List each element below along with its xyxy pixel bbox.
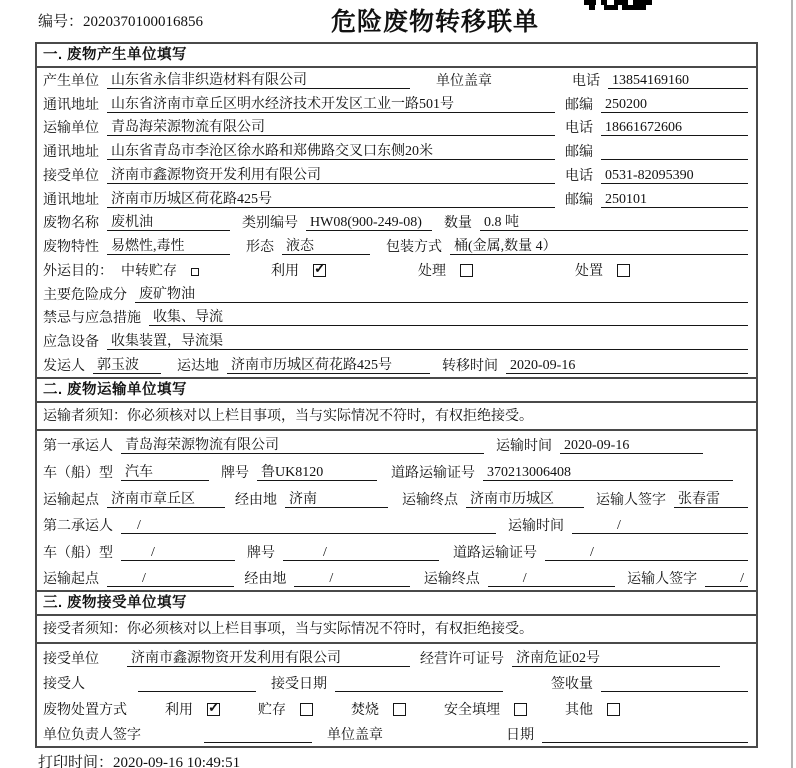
- utilize-checkbox: [207, 703, 220, 716]
- print-time-value: 2020-09-16 10:49:51: [113, 755, 241, 768]
- producer-label: 产生单位: [43, 73, 99, 89]
- receiver-row: [37, 163, 756, 187]
- disposal-method-row: [37, 695, 756, 721]
- transporter-address-value: 山东省青岛市李沧区徐水路和郑佛路交叉口东侧20米: [107, 144, 555, 160]
- traits-value: 易燃性,毒性: [107, 239, 230, 255]
- section-transport-title: 二. 废物运输单位填写: [37, 379, 756, 403]
- producer-address-row: [37, 92, 756, 116]
- waste-name-label: 废物名称: [43, 216, 99, 232]
- receive-date-value: [335, 676, 503, 692]
- second-route-row: [37, 564, 756, 591]
- utilize-option-label: 利用: [271, 263, 299, 279]
- receiving-unit-value: 济南市鑫源物资开发利用有限公司: [127, 651, 410, 667]
- transporter-address-row: [37, 139, 756, 163]
- transporter-row: [37, 116, 756, 140]
- route-via-label: 经由地: [235, 492, 277, 508]
- print-time: [38, 751, 240, 768]
- doc-number-value: 2020370100016856: [83, 14, 204, 30]
- second-carrier-value: /: [121, 518, 496, 534]
- transfer-time-value: 2020-09-16: [506, 358, 748, 374]
- other-checkbox: [607, 703, 620, 716]
- packing-value: 桶(金属,数量 4）: [450, 239, 748, 255]
- incinerate-option-label: 焚烧: [351, 702, 379, 718]
- route-start-value: 济南市章丘区: [107, 492, 225, 508]
- plate-label: 牌号: [247, 545, 275, 561]
- route-start-label: 运输起点: [43, 492, 99, 508]
- hazard-label: 主要危险成分: [43, 287, 127, 303]
- section-receiver-title: 三. 废物接受单位填写: [37, 592, 756, 616]
- carrier-signature-value: /: [705, 571, 748, 587]
- second-vehicle-row: [37, 537, 756, 564]
- date-label: 日期: [506, 728, 534, 744]
- doc-number: [38, 10, 203, 31]
- dispose-option-label: 处置: [575, 263, 603, 279]
- doc-number-label: 编号：: [38, 14, 84, 30]
- receiving-unit-label: 接受单位: [43, 651, 99, 667]
- zip-label: 邮编: [565, 192, 593, 208]
- transporter-zip-value: [601, 144, 748, 160]
- carrier-signature-label: 运输人签字: [627, 572, 698, 588]
- route-start-label: 运输起点: [43, 572, 99, 588]
- measures-label: 禁忌与应急措施: [43, 311, 141, 327]
- transport-notice: 运输者须知：你必须核对以上栏目事项，当与实际情况不符时，有权拒绝接受。: [37, 403, 756, 431]
- permit-value: 济南危证02号: [512, 651, 720, 667]
- disposal-method-label: 废物处置方式: [43, 702, 127, 718]
- plate-value: 鲁UK8120: [257, 465, 377, 481]
- qr-code-icon: [584, 0, 652, 10]
- vehicle-type-value: 汽车: [121, 465, 209, 481]
- road-license-value: /: [545, 545, 748, 561]
- receiving-person-label: 接受人: [43, 677, 85, 693]
- transport-time-value: /: [572, 518, 748, 534]
- first-vehicle-row: [37, 457, 756, 484]
- receiver-label: 接受单位: [43, 168, 99, 184]
- transport-time-label: 运输时间: [496, 439, 552, 455]
- date-value: [542, 727, 748, 743]
- address-label: 通讯地址: [43, 145, 99, 160]
- vehicle-type-label: 车（船）型: [43, 465, 113, 481]
- receiver-phone-value: 0531-82095390: [601, 168, 748, 184]
- measures-value: 收集、导流: [149, 310, 748, 326]
- first-carrier-value: 青岛海荣源物流有限公司: [121, 438, 484, 454]
- waste-name-row: [37, 211, 756, 235]
- second-carrier-label: 第二承运人: [43, 519, 113, 535]
- page-edge-divider: [791, 0, 793, 768]
- emergency-measures-row: [37, 306, 756, 330]
- transport-time-value: 2020-09-16: [560, 438, 703, 454]
- transporter-phone-value: 18661672606: [601, 120, 748, 136]
- permit-label: 经营许可证号: [420, 651, 504, 667]
- producer-value: 山东省永信非织造材料有限公司: [107, 73, 410, 89]
- route-via-label: 经由地: [244, 572, 287, 588]
- receiver-notice: 接受者须知：你必须核对以上栏目事项，当与实际情况不符时，有权拒绝接受。: [37, 616, 756, 644]
- waste-traits-row: [37, 234, 756, 258]
- category-label: 类别编号: [242, 216, 298, 232]
- receiving-person-value: [138, 676, 256, 692]
- route-via-value: /: [294, 571, 409, 587]
- road-license-label: 道路运输证号: [391, 465, 475, 481]
- carrier-signature-value: 张春雷: [674, 492, 748, 508]
- receiver-zip-value: 250101: [601, 192, 748, 208]
- road-license-label: 道路运输证号: [453, 545, 537, 561]
- route-end-value: 济南市历城区: [466, 492, 584, 508]
- responsible-signature-label: 单位负责人签字: [43, 728, 141, 744]
- responsible-signature-row: [37, 721, 756, 747]
- treat-option-label: 处理: [418, 263, 446, 279]
- section-transport: [35, 377, 758, 593]
- transfer-time-label: 转移时间: [442, 358, 498, 374]
- phone-label: 电话: [565, 121, 593, 137]
- producer-phone-value: 13854169160: [608, 73, 748, 89]
- producer-row: [37, 68, 756, 92]
- storage-checkbox: [300, 703, 313, 716]
- utilize-checkbox: [313, 264, 326, 277]
- unit-seal-label: 单位盖章: [327, 728, 383, 744]
- waste-name-value: 废机油: [107, 215, 230, 231]
- first-carrier-label: 第一承运人: [43, 439, 113, 455]
- route-end-label: 运输终点: [402, 492, 458, 508]
- transport-time-label: 运输时间: [508, 519, 564, 535]
- receiving-unit-row: [37, 644, 756, 670]
- form-value: 液态: [282, 239, 370, 255]
- packing-label: 包装方式: [386, 240, 442, 255]
- route-end-value: /: [488, 571, 615, 587]
- treat-checkbox: [460, 264, 473, 277]
- form-label: 形态: [246, 240, 274, 255]
- transporter-label: 运输单位: [43, 121, 99, 137]
- route-via-value: 济南: [285, 492, 388, 508]
- page-title: 危险废物转移联单: [331, 8, 540, 36]
- dispatcher-value: 郭玉波: [93, 358, 161, 374]
- section-producer-title: 一. 废物产生单位填写: [37, 44, 756, 68]
- dispose-checkbox: [617, 264, 630, 277]
- receiver-value: 济南市鑫源物资开发利用有限公司: [107, 168, 555, 184]
- first-route-row: [37, 484, 756, 511]
- phone-label: 电话: [565, 168, 593, 184]
- transfer-storage-checkbox: [191, 268, 199, 276]
- utilize-option-label: 利用: [165, 702, 193, 718]
- destination-value: 济南市历城区荷花路425号: [227, 358, 430, 374]
- receiving-person-row: [37, 670, 756, 696]
- zip-label: 邮编: [565, 97, 593, 113]
- quantity-value: 0.8 吨: [480, 215, 748, 231]
- category-value: HW08(900-249-08): [306, 215, 432, 231]
- transfer-storage-option-label: 中转贮存: [121, 263, 177, 279]
- qr-row: [584, 5, 652, 10]
- print-time-label: 打印时间：: [38, 755, 114, 768]
- carrier-signature-label: 运输人签字: [596, 492, 666, 508]
- receiver-address-row: [37, 187, 756, 211]
- address-label: 通讯地址: [43, 192, 99, 208]
- address-label: 通讯地址: [43, 97, 99, 113]
- route-start-value: /: [107, 571, 234, 587]
- receive-date-label: 接受日期: [271, 677, 327, 693]
- landfill-option-label: 安全填埋: [444, 702, 500, 718]
- receiver-address-value: 济南市历城区荷花路425号: [107, 192, 555, 208]
- traits-label: 废物特性: [43, 240, 99, 255]
- zip-label: 邮编: [565, 145, 593, 160]
- second-carrier-row: [37, 511, 756, 538]
- incinerate-checkbox: [393, 703, 406, 716]
- dispatcher-label: 发运人: [43, 358, 85, 374]
- plate-value: /: [283, 545, 439, 561]
- purpose-row: [37, 258, 756, 282]
- purpose-label: 外运目的：: [43, 263, 113, 279]
- signed-quantity-value: [601, 676, 748, 692]
- equipment-value: 收集装置，导流渠: [107, 334, 748, 350]
- vehicle-type-value: /: [121, 545, 235, 561]
- responsible-signature-value: [204, 727, 312, 743]
- road-license-value: 370213006408: [483, 465, 733, 481]
- other-option-label: 其他: [565, 702, 593, 718]
- dispatch-row: [37, 353, 756, 377]
- transporter-value: 青岛海荣源物流有限公司: [107, 120, 555, 136]
- form-body: [35, 42, 758, 748]
- signed-quantity-label: 签收量: [551, 677, 593, 693]
- quantity-label: 数量: [444, 216, 472, 232]
- hazard-component-row: [37, 282, 756, 306]
- storage-option-label: 贮存: [258, 702, 286, 718]
- vehicle-type-label: 车（船）型: [43, 545, 113, 561]
- hazard-value: 废矿物油: [135, 287, 748, 303]
- landfill-checkbox: [514, 703, 527, 716]
- phone-label: 电话: [572, 73, 600, 89]
- equipment-label: 应急设备: [43, 335, 99, 350]
- section-receiver: [35, 590, 758, 748]
- section-producer: [35, 42, 758, 379]
- plate-label: 牌号: [221, 465, 249, 481]
- destination-label: 运达地: [177, 358, 219, 374]
- producer-address-value: 山东省济南市章丘区明水经济技术开发区工业一路501号: [107, 97, 555, 113]
- route-end-label: 运输终点: [423, 572, 480, 588]
- producer-zip-value: 250200: [601, 97, 748, 113]
- first-carrier-row: [37, 431, 756, 458]
- emergency-equipment-row: [37, 329, 756, 353]
- unit-seal-label: 单位盖章: [436, 73, 492, 89]
